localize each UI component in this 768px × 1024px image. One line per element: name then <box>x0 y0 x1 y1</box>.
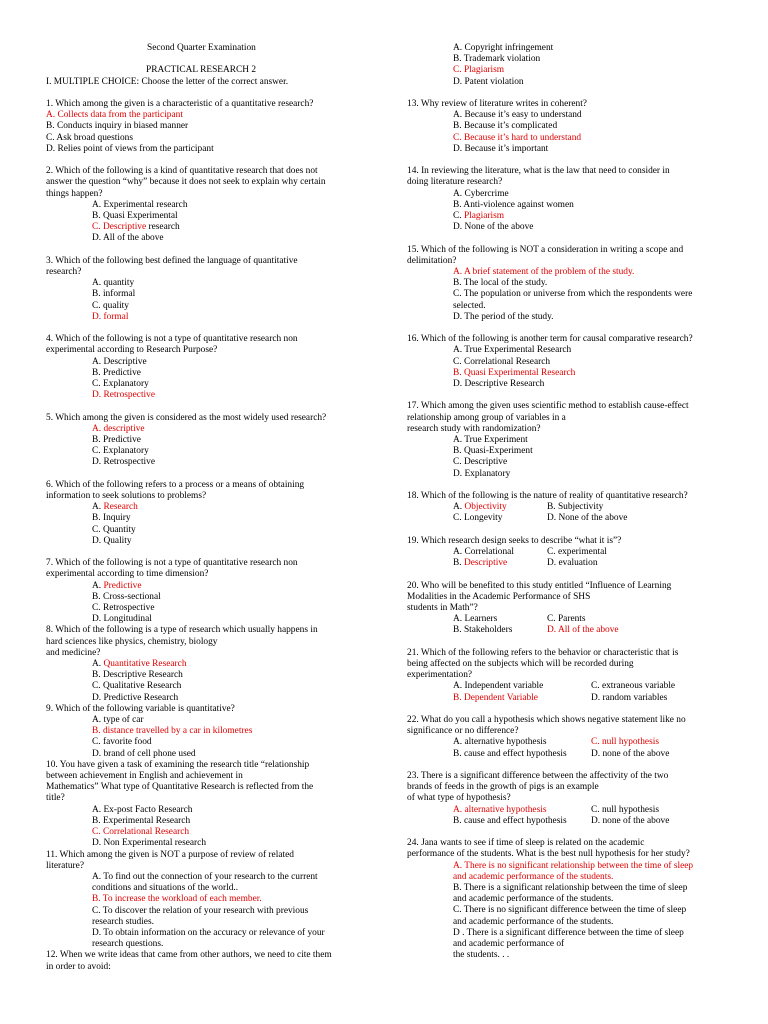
option-d: D. The period of the study. <box>453 311 554 322</box>
question-stem: experimentation? <box>407 670 473 681</box>
option-a-correct: A. A brief statement of the problem of the study. <box>453 267 635 278</box>
option-d: D. Explanatory <box>453 468 511 479</box>
option-c: C. favorite food <box>92 737 152 748</box>
question-stem: Modalities in the Academic Performance of SHS <box>407 591 591 602</box>
options-row <box>407 816 725 827</box>
option-b: B. Anti-violence against women <box>453 199 574 210</box>
option-a-correct: A. descriptive <box>92 423 145 434</box>
option-c: C. Quantity <box>92 524 136 535</box>
option-a: A. quantity <box>92 278 135 289</box>
option-c: C. To discover the relation of your research with previous <box>92 905 309 916</box>
option-letter: B. <box>453 558 464 569</box>
option-a-correct: Research <box>103 502 138 513</box>
question-4 <box>46 334 366 401</box>
question-stem: 16. Which of the following is another term for causal comparative research? <box>407 334 693 345</box>
question-3 <box>46 256 366 323</box>
question-15 <box>407 245 725 323</box>
question-stem: between achievement in English and achievement in <box>46 771 243 782</box>
question-17 <box>407 401 725 479</box>
option-b-correct: B. distance travelled by a car in kilometres <box>92 726 253 737</box>
question-stem: 11. Which among the given is NOT a purpose of review of related <box>46 849 294 860</box>
option-c-correct: Plagiarism <box>463 211 505 222</box>
option-d: D. Patent violation <box>453 76 524 87</box>
question-stem: 10. You have given a task of examining the research title “relationship <box>46 759 310 770</box>
option-d: D. Retrospective <box>92 457 156 468</box>
option-b: B. informal <box>92 289 136 300</box>
option-d-correct: D. All of the above <box>547 625 619 636</box>
option-d: D. All of the above <box>92 233 164 244</box>
question-stem: 22. What do you call a hypothesis which shows negative statement like no <box>407 715 686 726</box>
option-c-cont: selected. <box>453 300 486 311</box>
question-6 <box>46 480 366 547</box>
left-column <box>46 43 366 973</box>
option-b: B. Because it’s complicated <box>453 121 558 132</box>
question-stem: answer the question “why” because it does not seek to explain why certain <box>46 177 326 188</box>
question-stem: students in Math”? <box>407 603 478 614</box>
question-stem: 18. Which of the following is the nature of reality of quantitative research? <box>407 491 688 502</box>
option-b: B. Predictive <box>92 367 141 378</box>
question-13 <box>407 99 725 155</box>
question-stem: 24. Jana wants to see if time of sleep is related on the academic <box>407 838 645 849</box>
option-a <box>453 502 547 513</box>
question-stem: 4. Which of the following is not a type of quantitative research non <box>46 334 298 345</box>
option-c-correct: C. null hypothesis <box>591 737 659 748</box>
question-stem: hard sciences like physics, chemistry, biology <box>46 636 218 647</box>
question-stem: brands of feeds in the growth of pigs is an example <box>407 782 599 793</box>
question-stem: 3. Which of the following best defined the language of quantitative <box>46 255 298 266</box>
option-letter: A. <box>92 659 104 670</box>
option-d-correct: D. Retrospective <box>92 390 156 401</box>
option-a: A. Learners <box>453 614 498 625</box>
option-b-correct: B. To increase the workload of each member. <box>92 894 262 905</box>
question-stem: doing literature research? <box>407 177 503 188</box>
question-stem: and medicine? <box>46 647 101 658</box>
option-a: A. Cybercrime <box>453 188 509 199</box>
option-b: B. There is a significant relationship between the time of sleep <box>453 883 688 894</box>
option-c-correct: C. Because it’s hard to understand <box>453 132 582 143</box>
option-a: A. Correlational <box>453 547 514 558</box>
question-stem: title? <box>46 793 65 804</box>
option-d: D . There is a significant difference between the time of sleep <box>453 927 684 938</box>
option-a: A. Copyright infringement <box>453 43 554 53</box>
option-c: C. quality <box>92 300 129 311</box>
right-column <box>407 43 725 961</box>
option-a <box>46 659 366 670</box>
option-a-cont: and academic performance of the students. <box>453 871 614 882</box>
question-7 <box>46 558 366 625</box>
option-d: D. brand of cell phone used <box>92 748 196 759</box>
option-c-correct: C. Descriptive <box>92 222 147 233</box>
question-23 <box>407 771 725 827</box>
question-2 <box>46 166 366 244</box>
question-stem: 2. Which of the following is a kind of quantitative research that does not <box>46 166 318 177</box>
question-stem: literature? <box>46 860 84 871</box>
option-c: C. Correlational Research <box>453 356 551 367</box>
option-a-correct: A. Collects data from the participant <box>46 110 183 121</box>
question-10 <box>46 760 366 850</box>
option-d: D. Non Experimental research <box>92 838 207 849</box>
option-letter: A. <box>92 580 104 591</box>
options-row <box>407 547 725 558</box>
question-24 <box>407 838 725 961</box>
question-stem: experimental according to time dimension? <box>46 569 209 580</box>
question-22 <box>407 715 725 760</box>
option-a-correct: Objectivity <box>464 502 507 513</box>
option-d: D. None of the above <box>453 222 534 233</box>
option-d: D. evaluation <box>547 558 598 569</box>
instructions: I. MULTIPLE CHOICE: Choose the letter of the correct answer. <box>46 76 289 87</box>
option-a: A. Because it’s easy to understand <box>453 110 582 121</box>
option-b: B. Trademark violation <box>453 54 541 65</box>
question-stem: 19. Which research design seeks to describe “what it is”? <box>407 535 622 546</box>
question-stem: 1. Which among the given is a characteristic of a quantitative research? <box>46 98 314 109</box>
question-21 <box>407 648 725 704</box>
option-a: A. Ex-post Facto Research <box>92 804 193 815</box>
option-b: B. cause and effect hypothesis <box>453 815 567 826</box>
option-d: D. none of the above <box>591 748 670 759</box>
option-d-cont: and academic performance of <box>453 939 565 950</box>
option-c-rest: research <box>146 222 180 233</box>
option-a: A. Descriptive <box>92 356 147 367</box>
question-stem: performance of the students. What is the best null hypothesis for her study? <box>407 849 690 860</box>
option-d: D. To obtain information on the accuracy or relevance of your <box>92 927 325 938</box>
option-c: C. There is no significant difference between the time of sleep <box>453 905 687 916</box>
option-c-correct: C. Correlational Research <box>92 827 190 838</box>
option-a: A. Independent variable <box>453 681 544 692</box>
question-19 <box>407 536 725 570</box>
question-stem: 14. In reviewing the literature, what is the law that need to consider in <box>407 166 670 177</box>
options-row <box>407 805 725 816</box>
option-c: C. Ask broad questions <box>46 132 133 143</box>
option-c: C. The population or universe from which the respondents were <box>453 289 693 300</box>
option-b: B. Predictive <box>92 435 141 446</box>
option-c: C. Parents <box>547 614 586 625</box>
option-d: D. none of the above <box>591 815 670 826</box>
option-d-correct: D. formal <box>92 311 129 322</box>
option-c-cont: and academic performance of the students. <box>453 916 614 927</box>
options-row <box>407 625 725 636</box>
option-letter: A. <box>453 502 465 513</box>
option-b: B. cause and effect hypothesis <box>453 748 567 759</box>
option-c: C. Descriptive <box>453 457 508 468</box>
option-d: D. Relies point of views from the participant <box>46 143 214 154</box>
option-a-correct: Quantitative Research <box>103 659 187 670</box>
question-20 <box>407 581 725 637</box>
options-row <box>407 737 725 748</box>
question-stem: Mathematics” What type of Quantitative Research is reflected from the <box>46 782 314 793</box>
options-row <box>407 502 725 513</box>
question-stem: 15. Which of the following is NOT a consideration in writing a scope and <box>407 244 684 255</box>
option-a: A. alternative hypothesis <box>453 737 547 748</box>
question-stem: 7. Which of the following is not a type of quantitative research non <box>46 558 298 569</box>
question-16 <box>407 334 725 390</box>
question-stem: of what type of hypothesis? <box>407 793 511 804</box>
option-b: B. Descriptive Research <box>92 670 183 681</box>
option-c: C. Explanatory <box>92 379 149 390</box>
question-stem: 9. Which of the following variable is quantitative? <box>46 703 235 714</box>
option-b: B. Experimental Research <box>92 815 191 826</box>
option-d: D. Descriptive Research <box>453 379 545 390</box>
option-b <box>453 558 547 569</box>
subject-title: PRACTICAL RESEARCH 2 <box>146 65 257 76</box>
question-12-options <box>407 43 725 88</box>
option-letter: A. <box>92 502 104 513</box>
option-a <box>46 502 366 513</box>
question-5 <box>46 413 366 469</box>
question-stem: delimitation? <box>407 255 457 266</box>
question-1 <box>46 99 366 155</box>
option-c-correct: C. Plagiarism <box>453 65 505 76</box>
option-a: A. type of car <box>92 715 144 726</box>
option-b: B. Quasi Experimental <box>92 211 178 221</box>
option-d: D. Predictive Research <box>92 692 179 703</box>
option-a-correct: A. There is no significant relationship between the time of sleep <box>453 860 694 871</box>
option-b: B. The local of the study. <box>453 278 548 289</box>
option-d: D. Longitudinal <box>92 614 152 625</box>
question-stem: 6. Which of the following refers to a process or a means of obtaining <box>46 479 305 490</box>
option-a: A. To find out the connection of your research to the current <box>92 871 318 882</box>
option-b: B. Subjectivity <box>547 502 604 513</box>
question-stem: 20. Who will be benefited to this study entitled “Influence of Learning <box>407 580 672 591</box>
question-9 <box>46 704 366 760</box>
question-stem: significance or no difference? <box>407 726 519 737</box>
question-11 <box>46 850 366 951</box>
option-b: B. Quasi-Experiment <box>453 446 533 457</box>
option-d-cont: research questions. <box>92 939 164 950</box>
option-a: A. True Experiment <box>453 435 528 446</box>
option-a-correct: Predictive <box>103 580 142 591</box>
option-c: C. Qualitative Research <box>92 681 182 692</box>
option-c-cont: research studies. <box>92 916 154 927</box>
option-a-cont: conditions and situations of the world.. <box>92 883 239 894</box>
option-c <box>407 211 725 222</box>
question-stem: experimental according to Research Purpose? <box>46 345 218 356</box>
question-stem: 23. There is a significant difference between the affectivity of the two <box>407 771 669 782</box>
option-d: D. Quality <box>92 535 132 546</box>
option-d-cont: the students. . . <box>453 950 510 961</box>
question-stem: 21. Which of the following refers to the behavior or characteristic that is <box>407 647 679 658</box>
question-stem: information to seek solutions to problems? <box>46 491 207 502</box>
option-b: B. Inquiry <box>92 513 131 524</box>
question-stem: being affected on the subjects which will be recorded during <box>407 659 634 670</box>
option-a-correct: A. alternative hypothesis <box>453 804 547 815</box>
question-stem: 13. Why review of literature writes in coherent? <box>407 99 587 109</box>
option-b: B. Cross-sectional <box>92 591 161 602</box>
question-8 <box>46 625 366 703</box>
option-c: C. experimental <box>547 547 607 558</box>
option-b: B. Stakeholders <box>453 625 513 636</box>
question-stem: things happen? <box>46 188 103 199</box>
options-row <box>407 614 725 625</box>
question-stem: research? <box>46 267 82 277</box>
option-a: A. True Experimental Research <box>453 345 572 356</box>
options-row <box>407 681 725 692</box>
option-d: D. None of the above <box>547 513 628 524</box>
option-c: C. extraneous variable <box>591 681 676 692</box>
exam-title: Second Quarter Examination <box>147 43 256 53</box>
option-a <box>46 581 366 592</box>
options-row <box>407 513 725 524</box>
option-b-correct: Descriptive <box>463 558 508 569</box>
option-letter: C. <box>453 211 464 222</box>
question-14 <box>407 166 725 233</box>
options-row <box>407 558 725 569</box>
option-c: C. null hypothesis <box>591 804 659 815</box>
option-c <box>46 222 366 233</box>
option-b-correct: B. Dependent Variable <box>453 692 538 703</box>
option-b-cont: and academic performance of the students. <box>453 894 614 905</box>
question-stem: relationship among group of variables in a <box>407 412 566 423</box>
option-a: A. Experimental research <box>92 199 188 210</box>
option-c: C. Retrospective <box>92 603 155 614</box>
question-stem: research study with randomization? <box>407 423 541 434</box>
question-stem: 8. Which of the following is a type of research which usually happens in <box>46 625 318 636</box>
question-stem: 5. Which among the given is considered as the most widely used research? <box>46 412 327 423</box>
option-b-correct: B. Quasi Experimental Research <box>453 367 576 378</box>
option-d: D. Because it’s important <box>453 143 549 154</box>
option-c: C. Longevity <box>453 513 503 524</box>
question-18 <box>407 491 725 525</box>
question-12 <box>46 950 366 972</box>
question-stem: 12. When we write ideas that came from other authors, we need to cite them <box>46 950 332 961</box>
option-d: D. random variables <box>591 692 668 703</box>
option-b: B. Conducts inquiry in biased manner <box>46 121 189 132</box>
options-row <box>407 749 725 760</box>
option-c: C. Explanatory <box>92 446 149 457</box>
options-row <box>407 693 725 704</box>
question-stem: in order to avoid: <box>46 961 111 972</box>
question-stem: 17. Which among the given uses scientific method to establish cause-effect <box>407 401 689 412</box>
